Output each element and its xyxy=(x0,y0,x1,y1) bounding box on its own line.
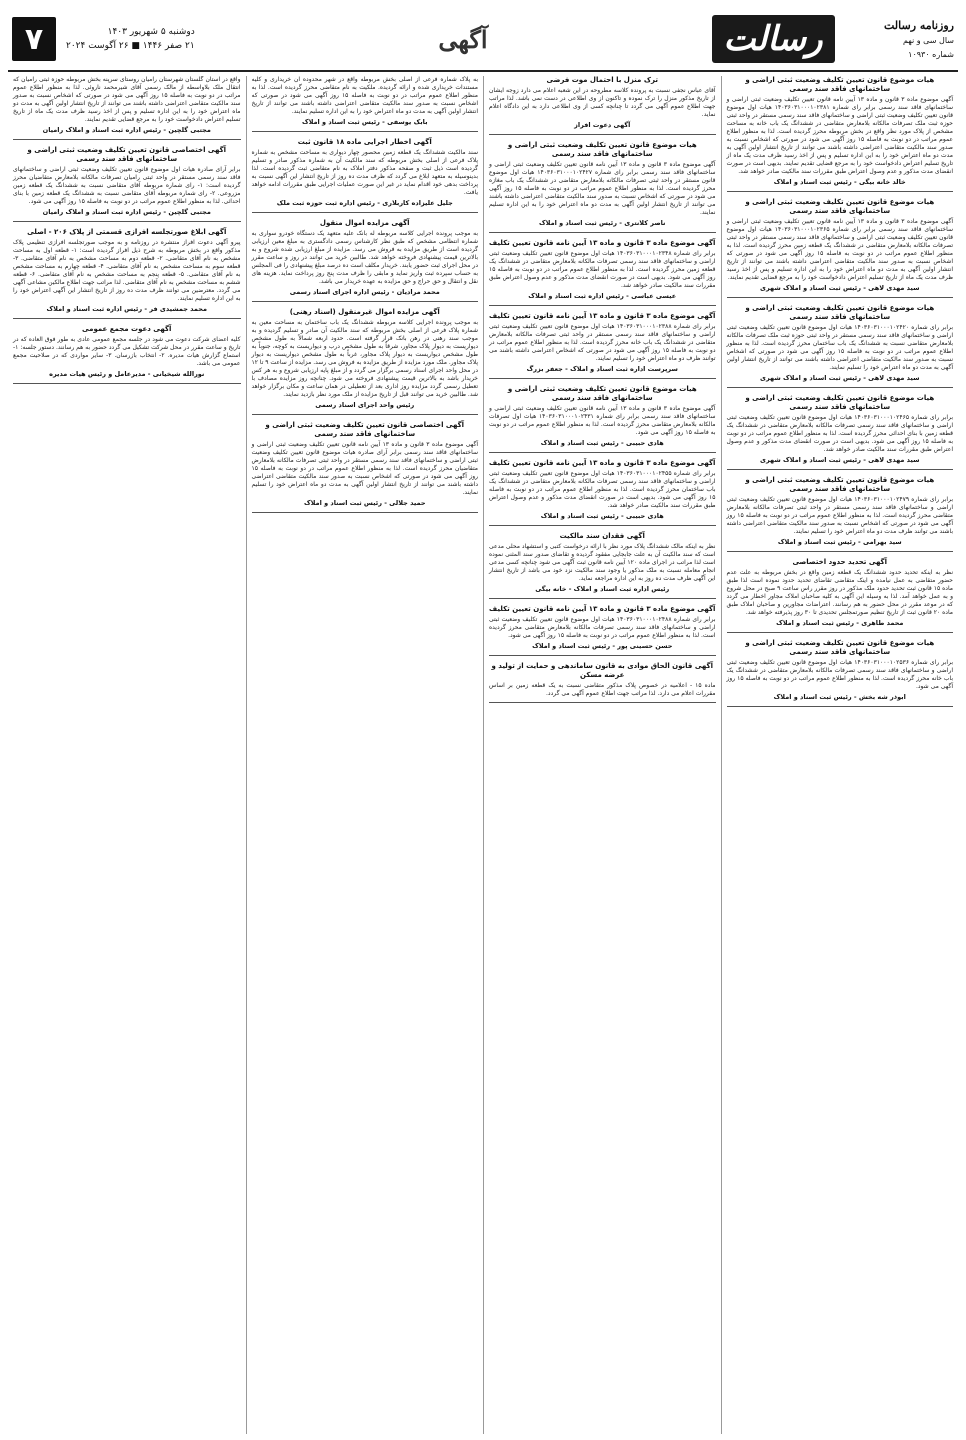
notice-title: آگهی فقدان سند مالکیت xyxy=(559,532,645,540)
legal-notice xyxy=(727,394,954,470)
page-number: ۷ xyxy=(12,17,56,61)
issue-year: سال سی و نهم xyxy=(902,35,954,45)
masthead xyxy=(8,8,958,72)
notice-body: نظر به اینکه تحدید حدود ششدانگ یک قطعه زمین واقع در بخش مربوطه به علت عدم حضور متقاضی به عمل نیامده و اینک متقاضی تقاضای تحدید حدود نموده است لذا طبق ماده ۱۵ قانون ثبت تحدید حدود ملک مذکور در روز مقرر راس ساعت ۹ صبح در محل شروع و به عمل خواهد آمد. لذا به وسیله این آگهی به کلیه صاحبان املاک مجاور اخطار می گردد که در موعد مقرر در محل حضور به هم رسانند. اعتراضات مجاورین و صاحبان املاک طبق ماده ۲۰ قانون ثبت از تاریخ تنظیم صورتمجلس تحدیدی تا ۳۰ روز پذیرفته خواهد شد. xyxy=(726,569,953,616)
notice-title: آگهی موضوع ماده ۳ قانون و ماده ۱۳ آیین نامه قانون تعیین تکلیف xyxy=(489,312,716,320)
notice-title: هیات موضوع قانون تعیین تکلیف وضعیت ثبتی اراضی و ساختمانهای فاقد سند رسمی xyxy=(745,198,935,215)
notice-body: برابر رای شماره ۱۴۰۳۶۰۳۱۰۰۰۱۰۲۴۸۸ هیات اول موضوع قانون تعیین تکلیف وضعیت ثبتی اراضی و ساختمانهای فاقد سند رسمی تصرفات مالکانه بلامعارض متقاضی محرز گردیده است. لذا به منظور اطلاع عموم مراتب در دو نوبت به فاصله ۱۵ روز آگهی می شود. xyxy=(489,616,716,639)
notice-title: هیات موضوع قانون تعیین تکلیف وضعیت ثبتی اراضی و ساختمانهای فاقد سند رسمی xyxy=(745,76,935,93)
notice-body: به موجب پرونده اجرایی کلاسه مربوطه ششدانگ یک باب ساختمان به مساحت معین به شماره پلاک فرعی از اصلی بخش مربوطه که سند مالکیت آن صادر و تسلیم گردیده و به موجب سند رهنی در رهن بانک قرار گرفته است. حدود اربعه شمالاً به طول مشخص دیواریست به دیوار پلاک مجاور، شرقاً به طول مشخص درب و دیواریست به کوچه، جنوباً به طول مشخص دیواریست به دیوار پلاک مجاور، غرباً به طول مشخص دیواریست به دیوار پلاک مجاور. ملک مورد مزایده از طریق مزایده به فروش می رسد. مزایده از ساعت ۹ تا ۱۲ در محل واحد اجرای اسناد رسمی برگزار می گردد و از مبلغ پایه ارزیابی شروع و به هر کس خریدار باشد به بالاترین قیمت پیشنهادی فروخته می شود. چنانچه روز مزایده مصادف با تعطیل رسمی گردد مزایده روز اداری بعد از تعطیلی در همان ساعت و مکان برگزار خواهد شد. طالبین خرید می توانند قبل از تاریخ مزایده از ملک مورد نظر بازدید نمایند. xyxy=(251,319,479,398)
legal-notice xyxy=(13,146,241,222)
ad-column-3 xyxy=(246,76,484,1434)
notice-body: آگهی موضوع ماده ۳ قانون و ماده ۱۳ آیین نامه قانون تعیین تکلیف وضعیت ثبتی اراضی و ساختمانهای فاقد سند رسمی برابر آرای صادره هیات موضوع قانون تعیین تکلیف وضعیت ثبتی اراضی و ساختمانهای فاقد سند رسمی مستقر در واحد ثبتی تصرفات مالکانه بلامعارض متقاضیان محرز گردیده است. لذا به منظور اطلاع عموم مراتب در دو نوبت به فاصله ۱۵ روز آگهی می شود در صورتی که اشخاص نسبت به صدور سند مالکیت متقاضی اعتراضی داشته باشند می توانند از تاریخ انتشار اولین آگهی به مدت دو ماه اعتراض خود را تسلیم نمایند. xyxy=(251,441,478,496)
section-title: آگهی xyxy=(438,24,488,54)
legal-notice xyxy=(13,325,241,384)
notice-body: برابر رای شماره ۱۴۰۳۶۰۳۱۰۰۰۱۰۲۴۵۵ هیات اول موضوع قانون تعیین تکلیف وضعیت ثبتی اراضی و ساختمانهای فاقد سند رسمی تصرفات مالکانه بلامعارض متقاضی در ششدانگ یک باب ساختمان محرز گردیده است. لذا به منظور اطلاع عموم مراتب در دو نوبت به فاصله ۱۵ روز آگهی می شود. بدیهی است در صورت انقضای مدت مذکور و عدم وصول اعتراض طبق مقررات سند مالکیت صادر خواهد شد. xyxy=(489,470,716,509)
notice-body: برابر رای شماره ۱۴۰۳۶۰۳۱۰۰۰۱۰۲۵۳۶ هیات اول موضوع قانون تعیین تکلیف وضعیت ثبتی اراضی و ساختمانهای فاقد سند رسمی تصرفات مالکانه بلامعارض متقاضی در ششدانگ یک باب خانه محرز گردیده است. لذا به منظور اطلاع عموم مراتب در دو نوبت به فاصله ۱۵ روز آگهی می شود. xyxy=(726,659,953,690)
notice-title: آگهی دعوت مجمع عمومی xyxy=(82,325,172,333)
notice-signature: محمد طاهری - رئیس ثبت اسناد و املاک xyxy=(776,619,904,627)
notice-body: آگهی موضوع ماده ۳ قانون و ماده ۱۳ آیین نامه قانون تعیین تکلیف وضعیت ثبتی اراضی و ساختمانهای فاقد سند رسمی برابر رای شماره ۱۴۰۳۶۰۳۱۰۰۰۱۰۲۴۳۱ هیات اول تصرفات مالکانه بلامعارض متقاضی محرز گردیده است. لذا به منظور اطلاع عموم مراتب در دو نوبت به فاصله ۱۵ روز آگهی می شود. xyxy=(489,405,716,436)
notice-signature: بابک یوسفی - رئیس ثبت اسناد و املاک xyxy=(301,118,428,126)
masthead-issue-info xyxy=(848,8,958,70)
notice-signature: هادی حبیبی - رئیس ثبت اسناد و املاک xyxy=(540,439,664,447)
ad-column-4 xyxy=(8,76,246,1434)
date-fa: دوشنبه ۵ شهریور ۱۴۰۳ xyxy=(107,27,195,37)
notice-signature: سید مهدی لاهی - رئیس ثبت اسناد و املاک شهری xyxy=(760,374,920,382)
notice-signature: رئیس اداره ثبت اسناد و املاک - خانه بیگی xyxy=(535,585,670,593)
date-other: ۲۱ صفر ۱۴۴۶ ■ ۲۶ آگوست ۲۰۲۴ xyxy=(66,41,195,51)
notice-signature: سید مهدی لاهی - رئیس ثبت اسناد و املاک شهری xyxy=(760,284,920,292)
notice-title: هیات موضوع قانون تعیین تکلیف وضعیت ثبتی اراضی و ساختمانهای فاقد سند رسمی xyxy=(745,639,935,656)
notice-body: برابر رای شماره ۱۴۰۳۶۰۳۱۰۰۰۱۰۲۳۴۸ هیات اول موضوع قانون تعیین تکلیف وضعیت ثبتی اراضی و ساختمانهای فاقد سند رسمی تصرفات مالکانه بلامعارض متقاضی در ششدانگ یک قطعه زمین محرز گردیده است. لذا به منظور اطلاع عموم مراتب در دو نوبت به فاصله ۱۵ روز آگهی می شود. بدیهی است در صورت انقضای مدت مذکور و عدم وصول اعتراض طبق مقررات سند مالکیت صادر خواهد شد. xyxy=(489,250,716,289)
notice-signature: محمد جمشیدی فر - رئیس اداره ثبت اسناد و املاک xyxy=(46,305,207,313)
issue-number: شماره ۱۰۹۳۰ xyxy=(908,49,954,59)
notice-body: آگهی موضوع ماده ۳ قانون و ماده ۱۳ آیین نامه قانون تعیین تکلیف وضعیت ثبتی اراضی و ساختمانهای فاقد سند رسمی برابر رای شماره ۱۴۰۳۶۰۳۱۰۰۰۱۰۲۴۲۷ هیات اول موضوع قانون مستقر در واحد ثبتی تصرفات مالکانه بلامعارض متقاضی در ششدانگ یک باب مغازه محرز گردیده است. لذا به منظور اطلاع عموم مراتب در دو نوبت به فاصله ۱۵ روز آگهی می شود در صورتی که اشخاص نسبت به صدور سند مالکیت متقاضی اعتراضی داشته باشند می توانند از تاریخ انتشار اولین آگهی به مدت دو ماه اعتراض خود را به این اداره تسلیم نمایند. xyxy=(489,161,716,216)
notice-body: برابر آرای صادره هیات اول موضوع قانون تعیین تکلیف وضعیت ثبتی اراضی و ساختمانهای فاقد سند رسمی مستقر در واحد ثبتی رامیان تصرفات مالکانه بلامعارض متقاضیان محرز گردیده است: ۱- رای شماره مربوطه آقای متقاضی نسبت به ششدانگ یک قطعه زمین مزروعی. ۲- رای شماره مربوطه آقای متقاضی نسبت به ششدانگ یک قطعه زمین با بنای احداثی. لذا به منظور اطلاع عموم مراتب در دو نوبت به فاصله ۱۵ روز آگهی می شود. xyxy=(13,166,241,205)
notice-signature: محمد مرادیان - رئیس اداره اجرای اسناد رسمی xyxy=(289,288,440,296)
logo-text: رسالت xyxy=(712,15,835,63)
legal-notice xyxy=(13,228,241,319)
legal-notice xyxy=(252,138,479,213)
notice-body: ماده ۱۵ - اعلامیه در خصوص پلاک مذکور متقاضی نسبت به یک قطعه زمین بر اساس مقررات اعلام می دارد. لذا مراتب جهت اطلاع عموم آگهی می گردد. xyxy=(489,682,716,697)
notice-title: آگهی تحدید حدود اختصاصی xyxy=(792,558,888,566)
notice-signature: نورالله شیخیانی - مدیرعامل و رئیس هیات مدیره xyxy=(49,370,205,378)
notice-signature: سید مهدی لاهی - رئیس ثبت اسناد و املاک شهری xyxy=(760,456,920,464)
legal-notice xyxy=(252,421,479,513)
notice-body: پیرو آگهی دعوت افراز منتشره در روزنامه و به موجب صورتجلسه افرازی تنظیمی پلاک مذکور واقع در بخش مربوطه به شرح ذیل افراز گردیده است: ۱- قطعه اول به مساحت مشخص به نام آقای متقاضی. ۲- قطعه دوم به مساحت مشخص به نام آقای متقاضی. ۳- قطعه سوم به مساحت مشخص به نام آقای متقاضی. ۴- قطعه چهارم به مساحت مشخص به نام آقای متقاضی. ۵- قطعه پنجم به مساحت مشخص به نام آقای متقاضی. ۶- قطعه ششم به مساحت مشخص به نام آقای متقاضی. لذا مراتب جهت اطلاع مالکین مشاعی آگهی می گردد. معترضین می توانند ظرف مدت ده روز از تاریخ انتشار این آگهی اعتراض خود را به این اداره تسلیم نمایند. xyxy=(13,239,241,302)
notice-body: سند مالکیت ششدانگ یک قطعه زمین محصور چهار دیواری به مساحت مشخص به شماره پلاک فرعی از اصلی بخش مربوطه که سند مالکیت آن به شماره مذکور صادر و تسلیم گردیده است ذیل ثبت و صفحه مذکور دفتر املاک به نام متقاضی ثبت گردیده است. لذا بدینوسیله به متعهد ابلاغ می گردد که ظرف مدت ده روز از تاریخ انتشار این آگهی نسبت به پرداخت بدهی خود اقدام نماید در غیر این صورت عملیات اجرایی طبق مقررات ادامه خواهد یافت. xyxy=(251,149,478,196)
legal-notice xyxy=(489,239,716,306)
legal-notice xyxy=(727,76,954,192)
notice-signature: مجتبی گلچین - رئیس اداره ثبت اسناد و املاک رامیان xyxy=(42,126,211,134)
notice-title: آگهی اختصاصی قانون تعیین تکلیف وضعیت ثبتی اراضی و ساختمانهای فاقد سند رسمی xyxy=(265,421,465,438)
notice-title: آگهی مزایده اموال غیرمنقول (اسناد رهنی) xyxy=(289,308,440,316)
notice-body: به پلاک شماره فرعی از اصلی بخش مربوطه واقع در شهر محدوده آن خریداری و کلیه مستندات خریداری شده و ارائه گردیده. ملکیت به نام متقاضی محرز گردیده است. لذا به منظور اطلاع عموم مراتب در دو نوبت به فاصله ۱۵ روز آگهی می شود در صورتی که اشخاص نسبت به صدور سند مالکیت متقاضی اعتراضی داشته باشند می توانند از تاریخ انتشار اولین آگهی به مدت دو ماه اعتراض خود را به این اداره تسلیم نمایند. xyxy=(251,76,478,115)
notice-signature: سرپرست اداره ثبت اسناد و املاک - جعفر بزرگ xyxy=(526,365,678,373)
legal-notice xyxy=(489,662,716,703)
notice-title: آگهی قانون الحاق موادی به قانون ساماندهی و حمایت از تولید و عرضه مسکن xyxy=(491,662,713,679)
notice-signature: آگهی دعوت افراز xyxy=(574,121,631,129)
notice-body: کلیه اعضای شرکت دعوت می شود در جلسه مجمع عمومی عادی به طور فوق العاده که در تاریخ و ساعت مقرر در محل شرکت تشکیل می گردد حضور به هم رسانند. دستور جلسه: ۱- استماع گزارش هیات مدیره. ۲- انتخاب بازرسان. ۳- سایر مواردی که در صلاحیت مجمع عمومی می باشد. xyxy=(13,336,241,367)
legal-notice xyxy=(727,198,954,298)
legal-notice xyxy=(727,476,954,552)
notice-body: واقع در استان گلستان شهرستان رامیان روستای سرپنه بخش مربوطه حوزه ثبتی رامیان که انتقال ملک بلاواسطه از مالک رسمی آقای شیرمحمد ناروئی. لذا به منظور اطلاع عموم مراتب در دو نوبت به فاصله ۱۵ روز آگهی می شود در صورتی که اشخاص نسبت به صدور سند مالکیت متقاضی اعتراضی داشته باشند می توانند از تاریخ انتشار اولین آگهی به مدت دو ماه اعتراض خود را به این اداره تسلیم و پس از اخذ رسید ظرف مدت یک ماه از تاریخ تسلیم اعتراض دادخواست خود را به مرجع قضایی تقدیم نمایند. xyxy=(13,76,241,123)
notice-title: آگهی اخطار اجرایی ماده ۱۸ قانون ثبت xyxy=(297,138,432,146)
ad-column-2 xyxy=(483,76,721,1434)
notice-body: برابر رای شماره ۱۴۰۳۶۰۳۱۰۰۰۱۰۲۴۷۹ هیات اول موضوع قانون تعیین تکلیف وضعیت ثبتی اراضی و ساختمانهای فاقد سند رسمی مستقر در واحد ثبتی تصرفات مالکانه بلامعارض متقاضی محرز گردیده است. لذا به منظور اطلاع عموم مراتب در دو نوبت به فاصله ۱۵ روز آگهی می شود در صورتی که اشخاص نسبت به صدور سند مالکیت متقاضی اعتراضی داشته باشند می توانند ظرف مدت دو ماه اعتراض خود را تسلیم نمایند. xyxy=(726,496,953,535)
notice-signature: عیسی عباسی - رئیس اداره ثبت اسناد و املاک xyxy=(528,292,677,300)
brand-small: روزنامه رسالت xyxy=(883,18,954,32)
legal-notice xyxy=(252,219,479,302)
notice-title: هیات موضوع قانون تعیین تکلیف وضعیت ثبتی اراضی و ساختمانهای فاقد سند رسمی xyxy=(745,394,935,411)
notice-title: هیات موضوع قانون تعیین تکلیف وضعیت ثبتی اراضی و ساختمانهای فاقد سند رسمی xyxy=(507,141,697,158)
notice-signature: حمید جلالی - رئیس ثبت اسناد و املاک xyxy=(303,499,426,507)
notice-body: برابر رای شماره ۱۴۰۳۶۰۳۱۰۰۰۱۰۲۳۸۸ هیات اول موضوع قانون تعیین تکلیف وضعیت ثبتی اراضی و ساختمانهای فاقد سند رسمی مستقر در واحد ثبتی تصرفات مالکانه بلامعارض متقاضی در ششدانگ یک باب خانه محرز گردیده است. لذا به منظور اطلاع عموم مراتب در دو نوبت به فاصله ۱۵ روز آگهی می شود در صورتی که اشخاص اعتراضی داشته باشند می توانند ظرف دو ماه اعتراض خود را تسلیم نمایند. xyxy=(489,323,716,362)
section-header xyxy=(228,8,698,70)
notice-title: آگهی موضوع ماده ۳ قانون و ماده ۱۳ آیین نامه قانون تعیین تکلیف xyxy=(489,605,716,613)
notice-body: نظر به اینکه مالک ششدانگ پلاک مورد نظر با ارائه درخواست کتبی و استشهاد محلی مدعی است که سند مالکیت آن به علت جابجایی مفقود گردیده و تقاضای صدور سند المثنی نموده است لذا مراتب در اجرای ماده ۱۲۰ آیین نامه قانون ثبت آگهی می شود چنانچه کسی مدعی انجام معامله نسبت به ملک مذکور یا وجود سند مالکیت نزد خود می باشد از تاریخ انتشار این آگهی ظرف مدت ده روز به این اداره مراجعه نماید. xyxy=(489,543,716,582)
notice-signature: خالد خانه بیگی - رئیس ثبت اسناد و املاک xyxy=(773,178,906,186)
notice-body: آگهی موضوع ماده ۳ قانون و ماده ۱۳ آیین نامه قانون تعیین تکلیف وضعیت ثبتی اراضی و ساختمانهای فاقد سند رسمی برابر رای شماره ۱۴۰۳۶۰۳۱۰۰۰۱۰۲۳۶۵ هیات اول موضوع قانون تعیین تکلیف وضعیت ثبتی اراضی و ساختمانهای فاقد سند رسمی مستقر در واحد ثبتی تصرفات مالکانه بلامعارض متقاضی در ششدانگ یک قطعه زمین محرز گردیده است. لذا به منظور اطلاع عموم مراتب در دو نوبت به فاصله ۱۵ روز آگهی می شود در صورتی که اشخاص نسبت به صدور سند مالکیت متقاضی اعتراضی داشته باشند می توانند از تاریخ انتشار اولین آگهی به مدت دو ماه اعتراض خود را به این اداره تسلیم و پس از اخذ رسید ظرف مدت یک ماه از تاریخ تسلیم اعتراض دادخواست خود را به مرجع قضایی تقدیم نمایند. xyxy=(726,218,953,281)
legal-notice xyxy=(489,459,716,526)
notice-title: آگهی موضوع ماده ۳ قانون و ماده ۱۳ آیین نامه قانون تعیین تکلیف xyxy=(489,239,716,247)
masthead-date-block xyxy=(8,8,228,70)
ad-columns xyxy=(8,76,958,1434)
legal-notice xyxy=(252,76,479,132)
notice-signature: رئیس واحد اجرای اسناد رسمی xyxy=(315,401,415,409)
legal-notice xyxy=(727,558,954,633)
notice-signature: ابوذر شه بخش - رئیس ثبت اسناد و املاک xyxy=(773,693,906,701)
notice-title: آگهی اختصاصی قانون تعیین تکلیف وضعیت ثبتی اراضی و ساختمانهای فاقد سند رسمی xyxy=(27,146,227,163)
legal-notice xyxy=(13,76,241,140)
legal-notice xyxy=(489,141,716,233)
notice-signature: سید بهرامی - رئیس ثبت اسناد و املاک xyxy=(777,538,902,546)
legal-notice xyxy=(489,385,716,453)
notice-signature: ناصر کلانتری - رئیس ثبت اسناد و املاک xyxy=(539,219,666,227)
ad-column-1 xyxy=(721,76,959,1434)
legal-notice xyxy=(489,532,716,599)
notice-body: برابر رای شماره ۱۴۰۳۶۰۳۱۰۰۰۱۰۲۴۶۵ هیات اول موضوع قانون تعیین تکلیف وضعیت ثبتی اراضی و ساختمانهای فاقد سند رسمی تصرفات مالکانه بلامعارض متقاضی در ششدانگ یک قطعه زمین با بنای احداثی محرز گردیده است. لذا به منظور اطلاع عموم مراتب در دو نوبت به فاصله ۱۵ روز آگهی می شود. بدیهی است در صورت انقضای مدت مذکور و عدم وصول اعتراض طبق مقررات سند مالکیت صادر خواهد شد. xyxy=(726,414,953,453)
notice-body: برابر رای شماره ۱۴۰۳۶۰۳۱۰۰۰۱۰۲۴۲۰ هیات اول موضوع قانون تعیین تکلیف وضعیت ثبتی اراضی و ساختمانهای فاقد سند رسمی مستقر در واحد ثبتی حوزه ثبت ملک تصرفات مالکانه بلامعارض متقاضی نسبت به ششدانگ یک باب ساختمان محرز گردیده است. لذا به منظور اطلاع عموم مراتب در دو نوبت به فاصله ۱۵ روز آگهی می شود در صورتی که اشخاص نسبت به صدور سند مالکیت متقاضی اعتراضی داشته باشند می توانند از تاریخ انتشار اولین آگهی به مدت دو ماه اعتراض خود را تسلیم نمایند. xyxy=(726,324,953,371)
notice-body: آگهی موضوع ماده ۳ قانون و ماده ۱۳ آیین نامه قانون تعیین تکلیف وضعیت ثبتی اراضی و ساختمانهای فاقد سند رسمی برابر رای شماره ۱۴۰۳۶۰۳۱۰۰۰۱۰۲۳۸۱ هیات اول موضوع قانون تعیین تکلیف وضعیت ثبتی اراضی و ساختمانهای فاقد سند رسمی مستقر در واحد ثبتی حوزه ثبت ملک تصرفات مالکانه بلامعارض متقاضی در ششدانگ یک باب خانه به مساحت مشخص از پلاک مورد نظر واقع در بخش مربوطه محرز گردیده است. لذا به منظور اطلاع عموم مراتب در دو نوبت به فاصله ۱۵ روز آگهی می شود در صورتی که اشخاص نسبت به صدور سند مالکیت متقاضی اعتراضی داشته باشند می توانند از تاریخ انتشار اولین آگهی به مدت دو ماه اعتراض خود را به این اداره تسلیم و پس از اخذ رسید ظرف مدت یک ماه از تاریخ تسلیم اعتراض دادخواست خود را به مرجع قضایی تقدیم نمایند. بدیهی است در صورت انقضای مدت مذکور و عدم وصول اعتراض طبق مقررات سند مالکیت صادر خواهد شد. xyxy=(726,96,954,175)
notice-body: به موجب پرونده اجرایی کلاسه مربوطه له بانک علیه متعهد یک دستگاه خودرو سواری به شماره انتظامی مشخص که طبق نظر کارشناس رسمی دادگستری به مبلغ معین ارزیابی گردیده است از طریق مزایده به فروش می رسد. مزایده از مبلغ ارزیابی شده شروع و به بالاترین قیمت پیشنهادی فروخته خواهد شد. طالبین خرید می توانند در روز و ساعت مقرر در محل اجرای ثبت حضور یابند. خریدار مکلف است ده درصد مبلغ پیشنهادی را فی المجلس به حساب سپرده ثبت واریز نماید و مابقی را ظرف مدت پنج روز پرداخت نماید. هزینه های نقل و انتقال و حق حراج و حق مزایده به عهده خریدار می باشد. xyxy=(251,230,478,285)
notice-title: هیات موضوع قانون تعیین تکلیف وضعیت ثبتی اراضی و ساختمانهای فاقد سند رسمی xyxy=(507,385,697,402)
notice-signature: هادی حبیبی - رئیس ثبت اسناد و املاک xyxy=(540,512,664,520)
notice-signature: جلیل علیزاده کاربلاری - رئیس اداره ثبت حوزه ثبت ملک xyxy=(276,199,453,207)
notice-title: آگهی مزایده اموال منقول xyxy=(319,219,410,227)
notice-title: ترک منزل با احتمال موت فرضی xyxy=(546,76,658,84)
notice-title: آگهی موضوع ماده ۳ قانون و ماده ۱۳ آیین نامه قانون تعیین تکلیف xyxy=(489,459,716,467)
notice-body: آقای عباس نجفی نسبت به پرونده کلاسه مطروحه در این شعبه اعلام می دارد زوجه ایشان از تاریخ مذکور منزل را ترک نموده و تاکنون از وی اطلاعی در دست نمی باشد. لذا مراتب جهت اطلاع عموم آگهی می گردد تا چنانچه کسی از وی اطلاعی دارد به این دادگاه اعلام نماید. xyxy=(489,87,716,118)
legal-notice xyxy=(489,76,716,135)
notice-title: آگهی ابلاغ صورتجلسه افرازی قسمتی از پلاک ۲۰۶ - اصلی xyxy=(27,228,227,236)
legal-notice xyxy=(489,312,716,379)
newspaper-logo xyxy=(698,8,848,70)
notice-title: هیات موضوع قانون تعیین تکلیف وضعیت ثبتی اراضی و ساختمانهای فاقد سند رسمی xyxy=(745,476,935,493)
legal-notice xyxy=(489,605,716,656)
legal-notice xyxy=(252,308,479,415)
legal-notice xyxy=(727,639,954,707)
notice-signature: حسن حسینی پور - رئیس ثبت اسناد و املاک xyxy=(532,642,673,650)
dates xyxy=(66,25,195,53)
notice-signature: مجتبی گلچین - رئیس اداره ثبت اسناد و املاک رامیان xyxy=(42,208,211,216)
legal-notice xyxy=(727,304,954,388)
notice-title: هیات موضوع قانون تعیین تکلیف وضعیت ثبتی اراضی و ساختمانهای فاقد سند رسمی xyxy=(745,304,935,321)
